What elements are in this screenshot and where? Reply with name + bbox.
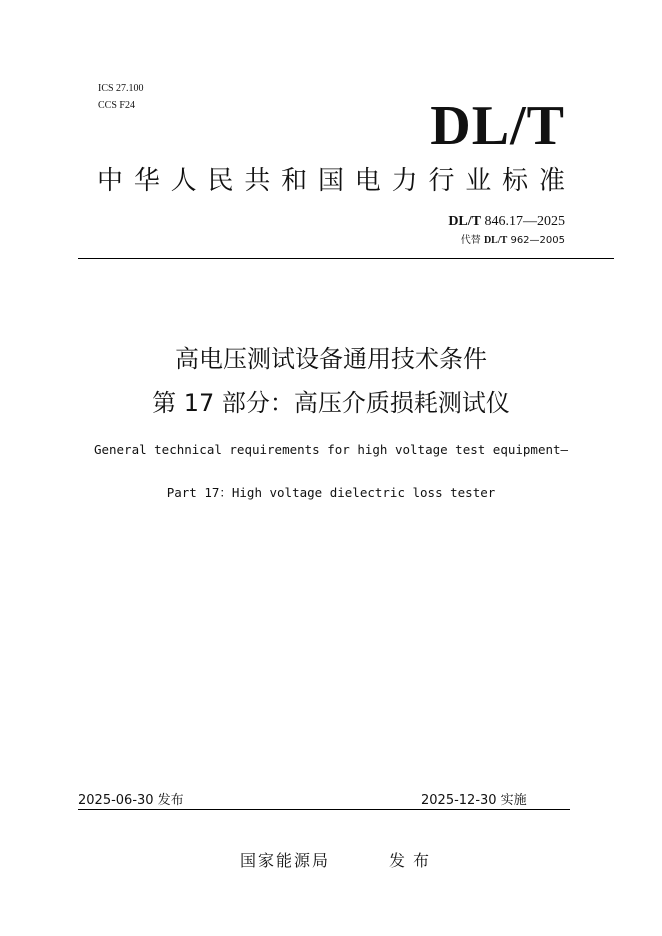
- header-divider: [78, 258, 614, 259]
- standard-prefix: DL/T: [448, 214, 481, 229]
- issue-word: 发布: [389, 851, 438, 870]
- heading-char: 标: [502, 166, 529, 196]
- implementation-date: 2025-12-30 实施: [421, 793, 527, 808]
- heading-char: 华: [133, 166, 160, 196]
- standard-number: [448, 213, 565, 231]
- document-title-line1: 高电压测试设备通用技术条件: [175, 345, 487, 373]
- ics-code: ICS 27.100: [98, 83, 144, 94]
- heading-char: 共: [244, 166, 271, 196]
- replaces-prefix: DL/T: [483, 235, 508, 246]
- heading-char: 民: [207, 166, 234, 196]
- english-title-line2: Part 17：High voltage dielectric loss tester: [166, 485, 496, 500]
- heading-char: 中: [97, 166, 124, 196]
- heading-char: 人: [170, 166, 197, 196]
- replaces-label: 代替: [460, 235, 484, 246]
- english-title-line1: General technical requirements for high voltage test equipment—: [93, 442, 569, 457]
- issuing-authority: 国家能源局: [240, 851, 331, 870]
- heading-char: 力: [391, 166, 418, 196]
- standard-logo: DL/T: [430, 95, 565, 157]
- heading-char: 电: [354, 166, 381, 196]
- heading-char: 准: [538, 166, 565, 196]
- standard-number-value: 846.17—2025: [481, 214, 565, 229]
- document-title-line2: 第 17 部分：高压介质损耗测试仪: [152, 389, 510, 417]
- replaces-standard: [461, 234, 565, 248]
- heading-char: 业: [465, 166, 492, 196]
- industry-standard-heading: [97, 164, 565, 198]
- heading-char: 和: [281, 166, 308, 196]
- ccs-code: CCS F24: [98, 100, 135, 111]
- replaces-number: 962—2005: [507, 235, 565, 246]
- heading-char: 行: [428, 166, 455, 196]
- issue-date: 2025-06-30 发布: [78, 793, 184, 808]
- heading-char: 国: [317, 166, 344, 196]
- footer-divider: [78, 809, 570, 810]
